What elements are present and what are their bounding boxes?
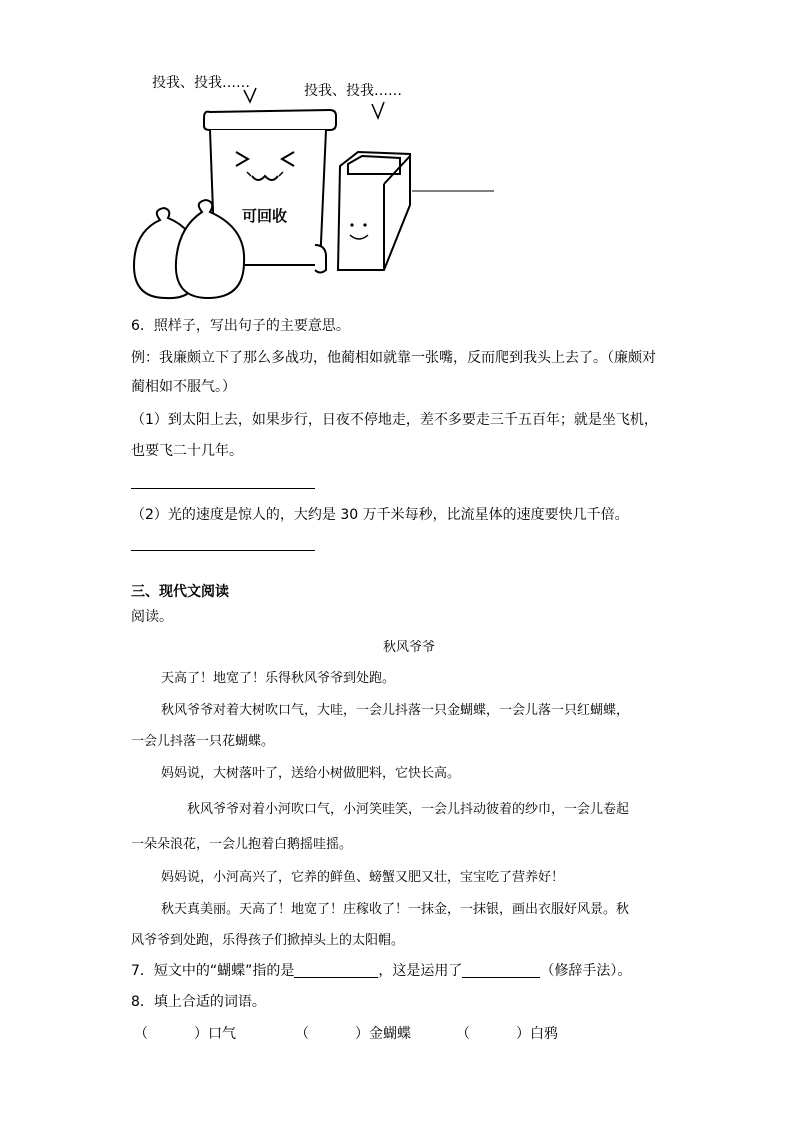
story-paragraph: 秋风爷爷对着大树吹口气，大哇，一会儿抖落一只金蝴蝶，一会儿落一只红蝴蝶， (161, 703, 630, 718)
q7-part2: ，这是运用了 (378, 963, 463, 979)
bin-label: 可回收 (242, 207, 288, 225)
q6-example-line1: 例：我廉颇立下了那么多战功，他蔺相如就靠一张嘴，反而爬到我头上去了。（廉颇对 (131, 350, 656, 366)
q8-item-3 (456, 1024, 558, 1044)
q8-title: 8．填上合适的词语。 (131, 994, 266, 1010)
q6-title: 6．照样子，写出句子的主要意思。 (131, 318, 350, 334)
q8-item-1 (134, 1024, 236, 1044)
q8-word-3: 白鸦 (530, 1026, 558, 1042)
q8-open-paren: （ (134, 1026, 148, 1042)
q6-item2: （2）光的速度是惊人的，大约是 30 万千米每秒，比流星体的速度要快几千倍。 (131, 507, 629, 523)
q7-blank-2[interactable] (462, 963, 540, 978)
q7-blank-1[interactable] (294, 963, 378, 978)
q8-close-paren: ） (516, 1026, 530, 1042)
recycling-illustration (120, 60, 520, 310)
q6-item1-line2: 也要飞二十几年。 (131, 443, 243, 459)
q8-word-1: 口气 (208, 1026, 236, 1042)
story-paragraph: 天高了！地宽了！乐得秋风爷爷到处跑。 (161, 671, 396, 686)
q7-part1: 7．短文中的“蝴蝶”指的是 (131, 963, 295, 979)
q6-item1-line1: （1）到太阳上去，如果步行，日夜不停地走，差不多要走三千五百年；就是坐飞机， (131, 412, 658, 428)
q8-item-2 (295, 1024, 411, 1044)
q8-word-2: 金蝴蝶 (369, 1026, 411, 1042)
story-paragraph: 妈妈说，大树落叶了，送给小树做肥料，它快长高。 (161, 766, 461, 781)
section3-heading: 三、现代文阅读 (131, 584, 229, 600)
small-trash-bin (338, 152, 410, 270)
q8-close-paren: ） (355, 1026, 369, 1042)
small-bin-eye-left-icon (350, 223, 353, 226)
bubble-left-text: 投我、投我…… (152, 75, 250, 91)
q6-example-line2: 蔺相如不服气。） (131, 379, 236, 395)
bubble-right-text: 投我、投我…… (304, 83, 402, 99)
q6-item1-answer-line[interactable] (131, 488, 315, 489)
story-paragraph: 秋风爷爷对着小河吹口气，小河笑哇笑，一会儿抖动彼着的纱巾，一会儿卷起 (187, 802, 630, 817)
story-paragraph: 一会儿抖落一只花蝴蝶。 (131, 734, 275, 749)
section3-intro: 阅读。 (131, 609, 173, 625)
story-paragraph: 秋天真美丽。天高了！地宽了！庄稼收了！一抹金，一抹银，画出衣服好风景。秋 (161, 902, 630, 917)
q8-open-paren: （ (456, 1026, 470, 1042)
small-bin-eye-right-icon (363, 223, 366, 226)
bubble-right-pointer (372, 102, 384, 118)
story-paragraph: 风爷爷到处跑，乐得孩子们掀掉头上的太阳帽。 (131, 933, 405, 948)
story-paragraph: 妈妈说，小河高兴了，它养的鲜鱼、螃蟹又肥又壮，宝宝吃了营养好！ (161, 870, 565, 885)
q8-open-paren: （ (295, 1026, 309, 1042)
q6-item2-answer-line[interactable] (131, 550, 315, 551)
story-title: 秋风爷爷 (383, 640, 436, 655)
q7-part3: （修辞手法）。 (540, 963, 632, 979)
q8-close-paren: ） (194, 1026, 208, 1042)
q7-line (131, 961, 631, 981)
story-paragraph: 一朵朵浪花，一会儿抱着白鹅摇哇摇。 (131, 837, 353, 852)
